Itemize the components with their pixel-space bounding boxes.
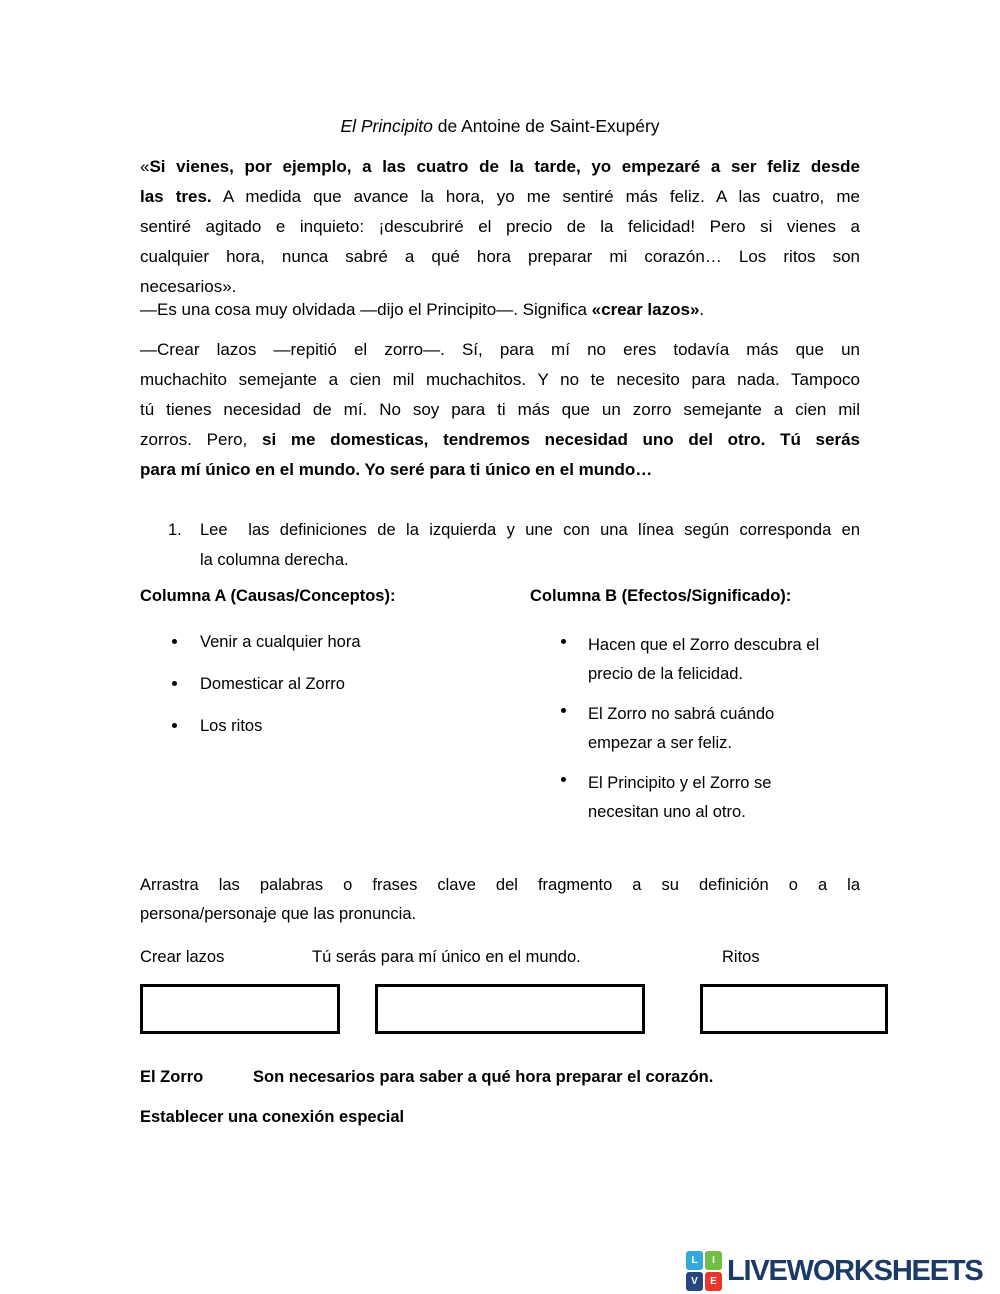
bullet-icon [561,708,566,713]
draggable-word[interactable]: Son necesarios para saber a qué hora preparar el corazón. [253,1068,714,1086]
logo-tile-v: V [686,1272,703,1291]
drop-boxes-row [140,984,900,1034]
drop-box[interactable] [375,984,645,1034]
bullet-icon [561,639,566,644]
book-title: El Principito [340,116,433,136]
drop-box[interactable] [700,984,888,1034]
fragment-paragraph-3: —Crear lazos —repitió el zorro—. Sí, para mí no eres todavía más que un muchachito semejante a cien mil muchachitos. Y no te necesito para nada. Tampoco tú tienes necesidad de mí. No soy para ti más que un zorro semejante a cien mil zorros. Pero, si me domesticas, tendremos necesidad uno del otro. Tú serás para mí único en el mundo. Yo seré para ti único en el mundo… [140,340,860,479]
list-item[interactable] [557,631,857,689]
draggable-words-row [140,946,900,968]
draggable-word[interactable]: El Zorro [140,1068,204,1086]
drop-box[interactable] [140,984,340,1034]
match-option: Domesticar al Zorro [200,675,345,693]
list-item[interactable] [168,715,528,737]
list-item[interactable] [168,631,528,653]
fragment-paragraph-2: —Es una cosa muy olvidada —dijo el Principito—. Significa «crear lazos». [140,300,705,319]
draggable-word[interactable]: Ritos [722,948,760,966]
match-option: El Principito y el Zorro se necesitan uno al otro. [588,774,772,821]
logo-tile-e: E [705,1272,722,1291]
page-title [0,115,1000,137]
logo-tile-l: L [686,1251,703,1270]
match-option: Venir a cualquier hora [200,633,361,651]
bullet-icon [172,681,177,686]
logo-tile-i: I [705,1251,722,1270]
bullet-icon [561,777,566,782]
author: de Antoine de Saint-Exupéry [432,116,660,136]
liveworksheets-logo[interactable] [686,1251,983,1292]
draggable-word[interactable]: Crear lazos [140,948,225,966]
exercise-1-instruction [168,515,860,575]
draggable-word[interactable]: Establecer una conexión especial [140,1108,405,1126]
fragment-paragraph-1: «Si vienes, por ejemplo, a las cuatro de la tarde, yo empezaré a ser feliz desde las tres. A medida que avance la hora, yo me sentiré más feliz. A las cuatro, me sentiré agitado e inquieto: ¡descubriré el precio de la felicidad! Pero si vienes a cualquier hora, nunca sabré a qué hora preparar mi corazón… Los ritos son necesarios». [140,157,860,296]
match-option: El Zorro no sabrá cuándo empezar a ser feliz. [588,705,775,752]
drag-exercise-instruction: Arrastra las palabras o frases clave del fragmento a su definición o a la persona/personaje que las pronuncia. [140,876,860,923]
list-item[interactable] [557,769,857,827]
bullet-icon [172,723,177,728]
logo-wordmark: LIVEWORKSHEETS [727,1255,983,1287]
match-option: Los ritos [200,717,263,735]
draggable-word[interactable]: Tú serás para mí único en el mundo. [312,948,581,966]
match-option: Hacen que el Zorro descubra el precio de la felicidad. [588,636,820,683]
list-item[interactable] [168,673,528,695]
bullet-icon [172,639,177,644]
column-b-list [557,631,857,838]
bold-draggable-words-row [140,1066,860,1088]
instruction-text: Lee las definiciones de la izquierda y une con una línea según corresponda en la columna derecha. [200,521,860,569]
list-number: 1. [168,521,182,539]
liveworksheets-logo-icon [686,1251,722,1291]
list-item[interactable] [557,700,857,758]
column-b-header: Columna B (Efectos/Significado): [530,587,792,605]
column-a-header: Columna A (Causas/Conceptos): [140,587,396,605]
column-a-list [168,631,528,757]
